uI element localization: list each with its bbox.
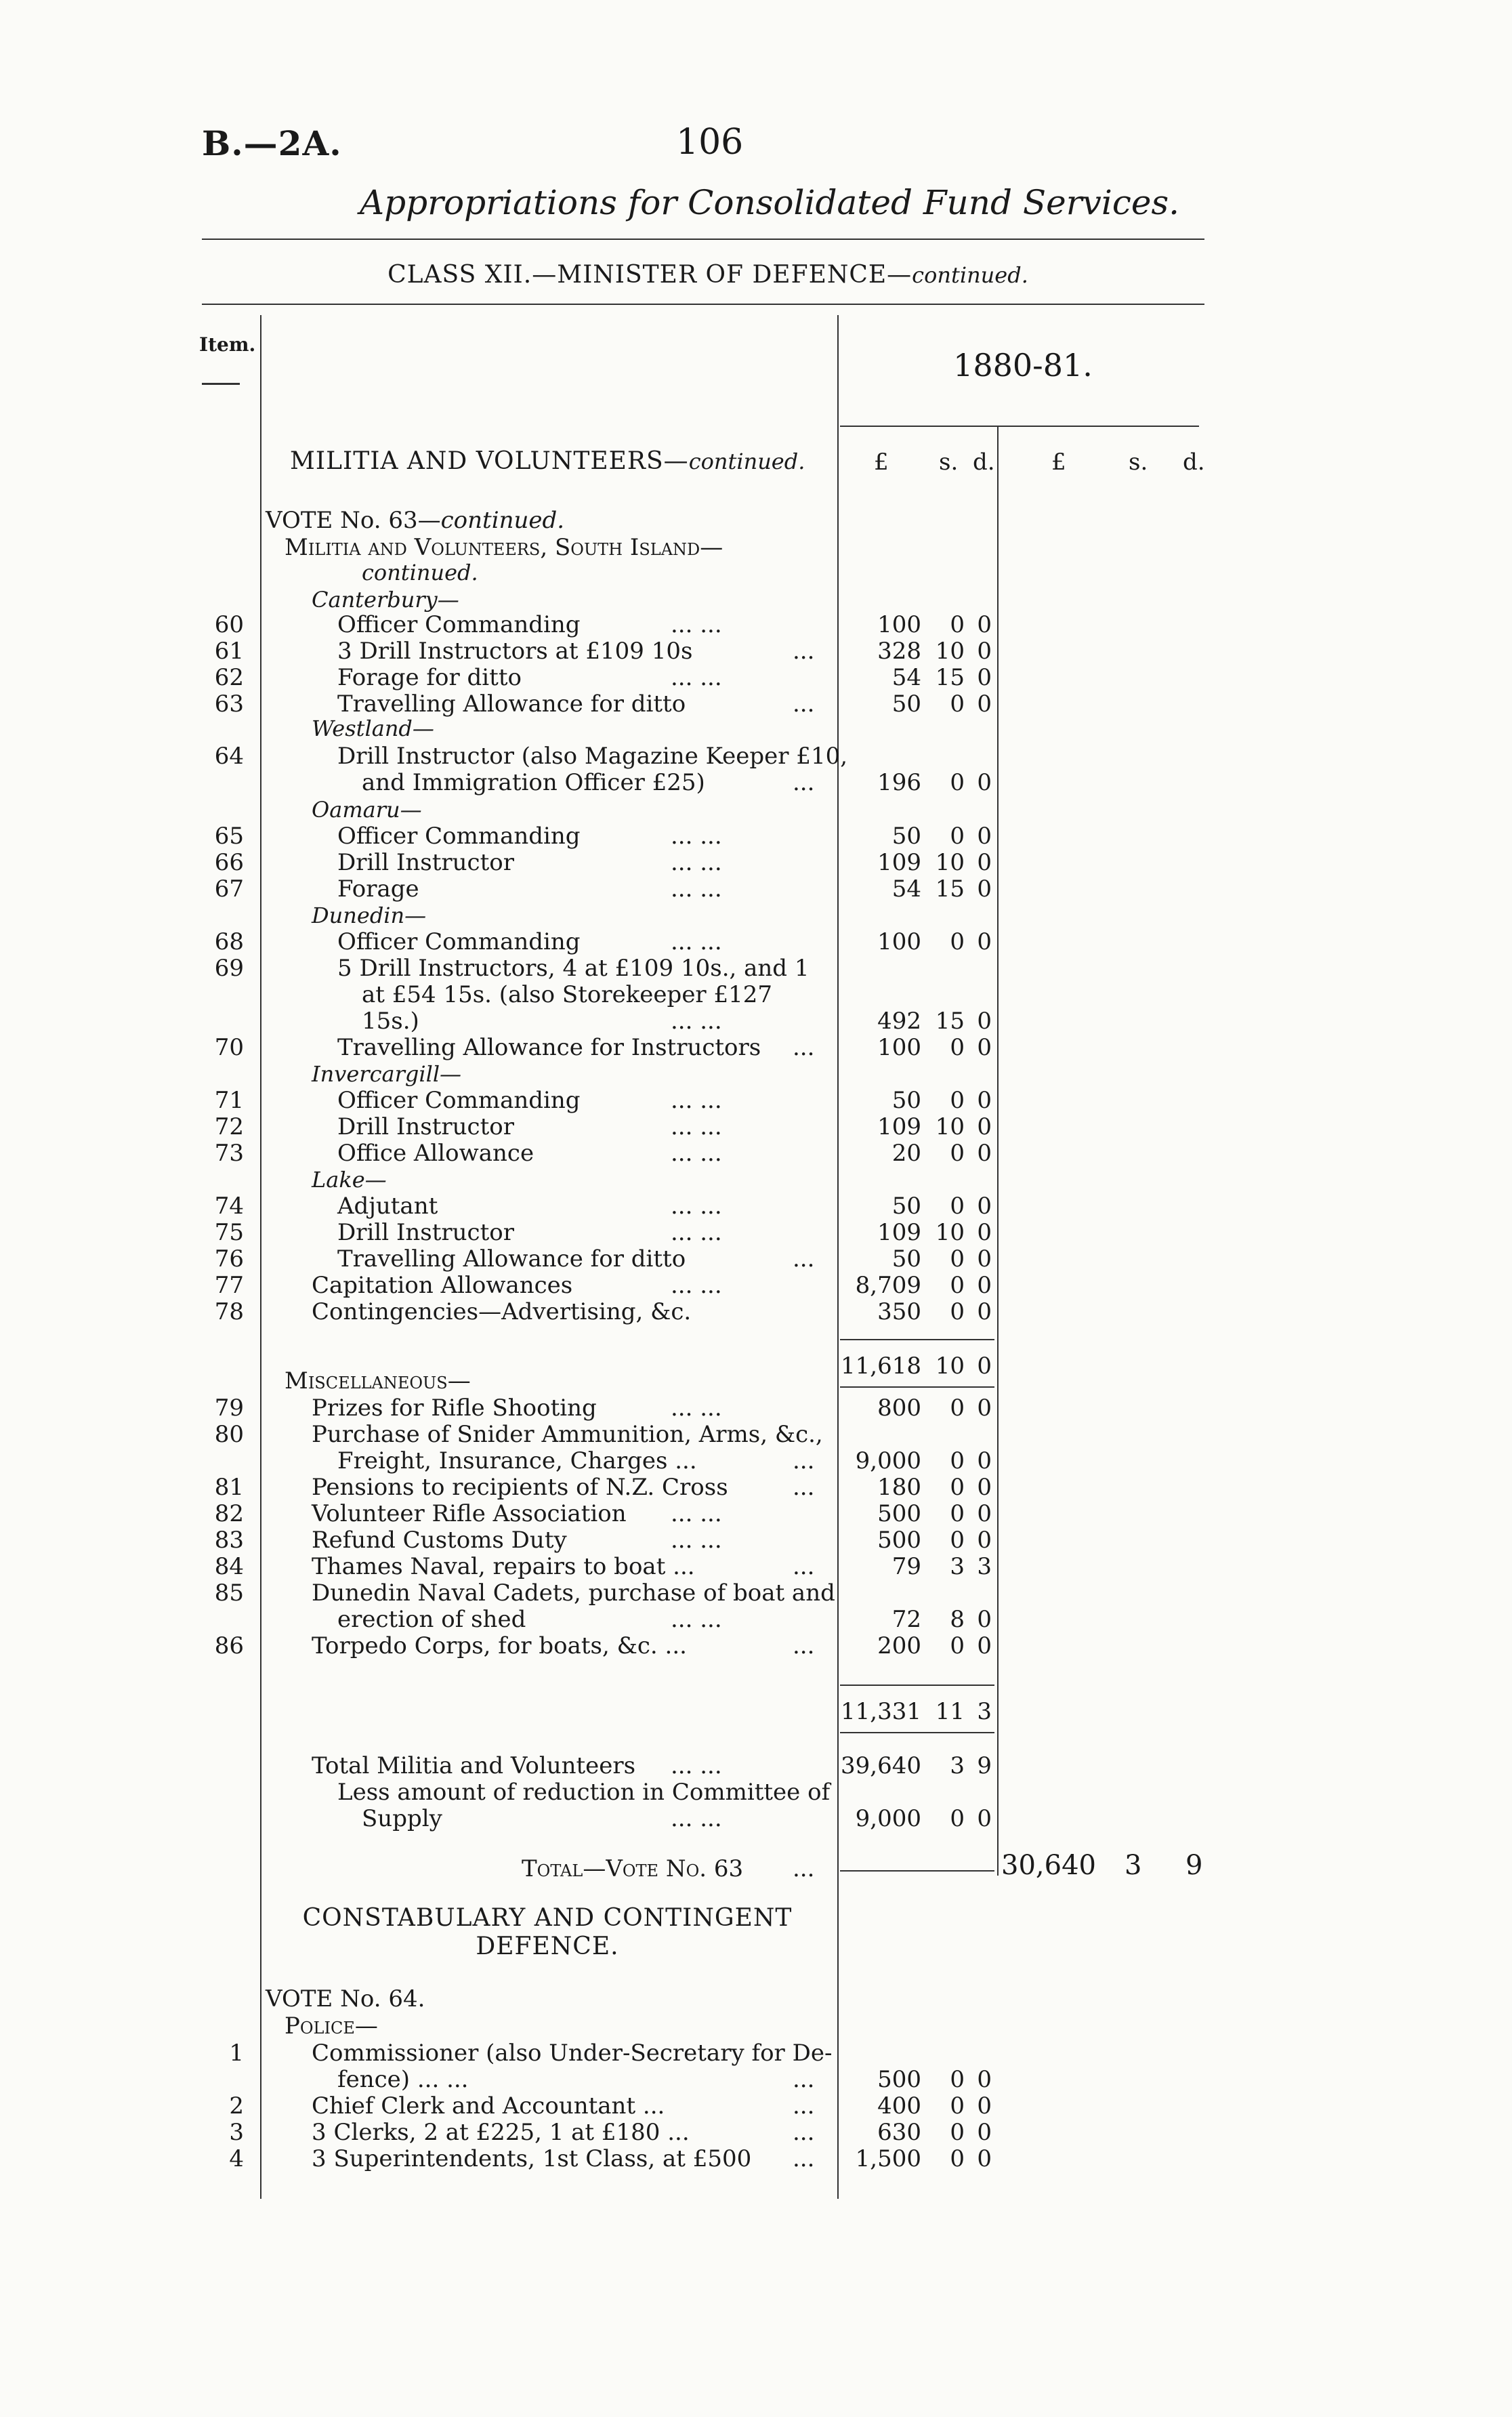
table-row: 67 Forage ... ... 54 15 0 — [214, 875, 992, 903]
constabulary-title-line1: CONSTABULARY AND CONTINGENT — [302, 1904, 793, 1932]
subtotal-row: 11,618 10 0 — [841, 1352, 992, 1380]
subhead-miscellaneous: Miscellaneous— — [285, 1367, 471, 1395]
subhead-oamaru: Oamaru— — [312, 797, 422, 823]
unit-pence-1: d. — [973, 449, 995, 476]
table-row: 85 Dunedin Naval Cadets, purchase of boat and — [214, 1579, 835, 1607]
vote63-total-pence: 9 — [1185, 1850, 1203, 1881]
table-row: 66 Drill Instructor ... ... 109 10 0 — [214, 849, 992, 876]
table-row-continuation: at £54 15s. (also Storekeeper £127 — [362, 981, 773, 1008]
item-column-header: Item. — [199, 333, 256, 356]
rule-class — [202, 304, 1204, 305]
unit-shillings-1: s. — [939, 449, 959, 476]
table-row: 4 3 Superintendents, 1st Class, at £500 ... 1,500 0 0 — [229, 2145, 992, 2172]
table-row: 2 Chief Clerk and Accountant ... ... 400 0 0 — [229, 2092, 992, 2120]
table-row: 78 Contingencies—Advertising, &c. 350 0 0 — [214, 1298, 992, 1325]
table-row: 75 Drill Instructor ... ... 109 10 0 — [214, 1219, 992, 1246]
subhead-dunedin: Dunedin— — [312, 903, 427, 928]
table-row: 80 Purchase of Snider Ammunition, Arms, &c., — [214, 1421, 823, 1448]
table-row: 83 Refund Customs Duty ... ... 500 0 0 — [214, 1527, 992, 1554]
subhead-canterbury: Canterbury— — [312, 587, 459, 613]
vote63-total-row: Total—Vote No. 63 ... — [522, 1855, 815, 1882]
page-subtitle: Appropriations for Consolidated Fund Services. — [359, 183, 1179, 222]
table-row-continuation: 15s.) ... ... 492 15 0 — [362, 1008, 992, 1035]
table-row: 63 Travelling Allowance for ditto ... 50 0 0 — [214, 690, 992, 718]
rule-subtotal-1 — [840, 1339, 994, 1340]
table-row: 3 3 Clerks, 2 at £225, 1 at £180 ... ... 630 0 0 — [229, 2119, 992, 2146]
table-row: 76 Travelling Allowance for ditto ... 50 0 0 — [214, 1245, 992, 1273]
table-row: 81 Pensions to recipients of N.Z. Cross ... 180 0 0 — [214, 1474, 992, 1501]
subhead-militia: Militia and Volunteers, South Island— — [285, 534, 723, 561]
total-militia-row: Total Militia and Volunteers ... ... 39,640 3 9 — [312, 1752, 992, 1779]
section-title: MILITIA AND VOLUNTEERS—continued. — [290, 447, 805, 475]
vote63-title: VOTE No. 63—continued. — [266, 507, 565, 534]
constabulary-title-line2: DEFENCE. — [476, 1933, 619, 1960]
table-row: 72 Drill Instructor ... ... 109 10 0 — [214, 1113, 992, 1140]
table-row-continuation: Freight, Insurance, Charges ... ... 9,000 0 0 — [337, 1447, 992, 1474]
subhead-police: Police— — [285, 2012, 378, 2040]
vote64-title: VOTE No. 64. — [266, 1985, 425, 2012]
rule-top — [202, 239, 1204, 240]
rule-subtotal-2 — [840, 1685, 994, 1686]
table-row: 73 Office Allowance ... ... 20 0 0 — [214, 1140, 992, 1167]
table-row-continuation: erection of shed ... ... 72 8 0 — [337, 1606, 992, 1633]
rule-subtotal-2b — [840, 1732, 994, 1733]
subtotal-row: 11,331 11 3 — [841, 1698, 992, 1725]
page-number: 106 — [676, 122, 744, 163]
table-row: 84 Thames Naval, repairs to boat ... ... 79 3 3 — [214, 1553, 992, 1580]
table-row: 64 Drill Instructor (also Magazine Keeper £10, — [214, 743, 848, 770]
table-row: 60 Officer Commanding ... ... 100 0 0 — [214, 611, 992, 638]
table-row: 62 Forage for ditto ... ... 54 15 0 — [214, 664, 992, 691]
unit-pounds-2: £ — [1051, 449, 1066, 476]
table-row: 74 Adjutant ... ... 50 0 0 — [214, 1193, 992, 1220]
unit-pence-2: d. — [1183, 449, 1205, 476]
class-title: CLASS XII.—MINISTER OF DEFENCE—continued. — [387, 261, 1028, 289]
unit-pounds-1: £ — [874, 449, 889, 476]
table-row: 65 Officer Commanding ... ... 50 0 0 — [214, 823, 992, 850]
subhead-lake: Lake— — [312, 1167, 387, 1193]
table-row: 70 Travelling Allowance for Instructors ... 100 0 0 — [214, 1034, 992, 1061]
vote63-total-shillings: 3 — [1125, 1850, 1142, 1881]
table-row: 82 Volunteer Rifle Association ... ... 500 0 0 — [214, 1500, 992, 1527]
table-row: 61 3 Drill Instructors at £109 10s ... 328 10 0 — [214, 638, 992, 665]
rule-total-vote63 — [840, 1870, 994, 1872]
table-row: 69 5 Drill Instructors, 4 at £109 10s., and 1 — [214, 955, 810, 982]
document-code: B.—2A. — [202, 123, 342, 163]
rule-item-underline — [202, 383, 240, 385]
unit-shillings-2: s. — [1129, 449, 1148, 476]
table-row: 86 Torpedo Corps, for boats, &c. ... ... 200 0 0 — [214, 1632, 992, 1659]
table-row: 71 Officer Commanding ... ... 50 0 0 — [214, 1087, 992, 1114]
year-header: 1880-81. — [953, 347, 1093, 384]
table-row: 68 Officer Commanding ... ... 100 0 0 — [214, 928, 992, 955]
subhead-militia-continued: continued. — [362, 560, 478, 585]
table-row: 77 Capitation Allowances ... ... 8,709 0 0 — [214, 1272, 992, 1299]
rule-year — [840, 426, 1199, 427]
subhead-invercargill: Invercargill— — [312, 1061, 462, 1087]
vote63-total-pounds: 30,640 — [1001, 1850, 1096, 1881]
table-row: 79 Prizes for Rifle Shooting ... ... 800 0 0 — [214, 1395, 992, 1422]
subhead-westland: Westland— — [312, 716, 434, 741]
reduction-row: Less amount of reduction in Committee of — [337, 1779, 831, 1806]
reduction-row-continuation: Supply ... ... 9,000 0 0 — [362, 1805, 992, 1832]
table-row: 1 Commissioner (also Under-Secretary for De- — [229, 2040, 833, 2067]
table-row-continuation: fence) ... ... ... 500 0 0 — [337, 2066, 992, 2093]
table-row-continuation: and Immigration Officer £25) ... 196 0 0 — [362, 769, 992, 796]
rule-subtotal-1b — [840, 1386, 994, 1388]
